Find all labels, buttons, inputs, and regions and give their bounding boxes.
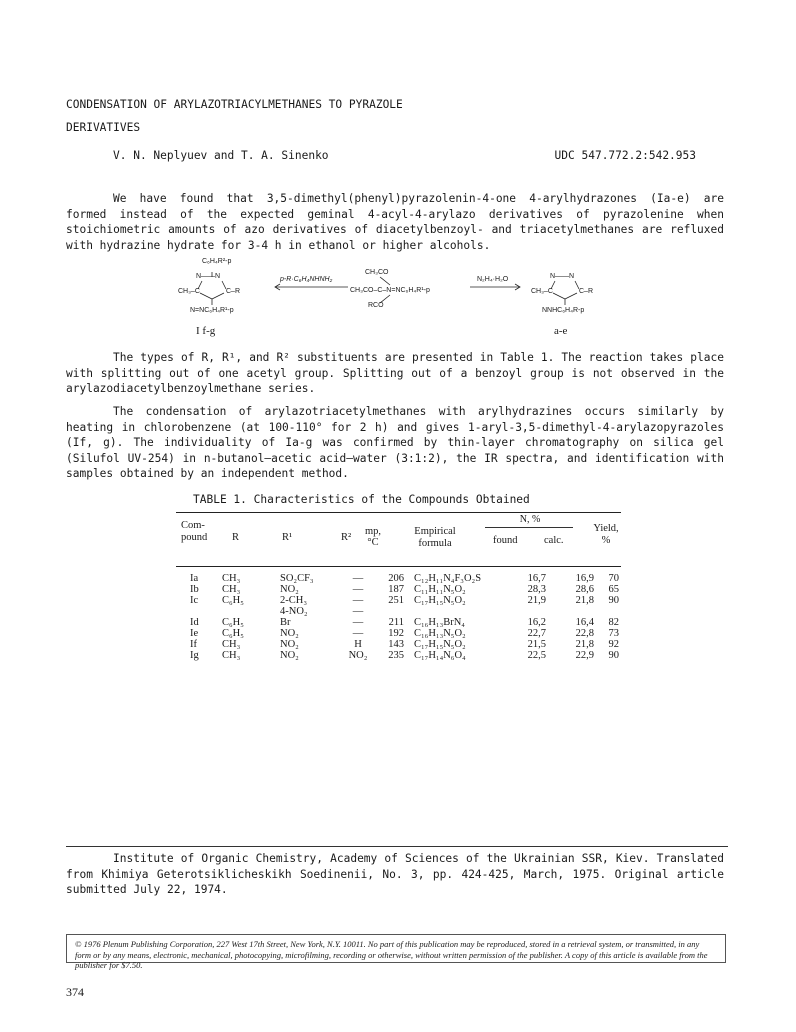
left-ring-nn: N——N (196, 273, 221, 280)
table-row (176, 650, 621, 661)
cell-compound: Ig (190, 650, 199, 661)
cell-r: C₆H₅ (222, 628, 244, 639)
cell-r1: NO₂ (280, 639, 299, 650)
table-top-rule (176, 512, 621, 513)
col-header-found: found (493, 535, 518, 546)
cell-r (220, 606, 266, 617)
page-number: 374 (66, 985, 84, 999)
cell-yield: 73 (608, 628, 619, 639)
cell-yield: 65 (608, 584, 619, 595)
cell-calc: 28,6 (575, 584, 594, 595)
authors: V. N. Neplyuev and T. A. Sinenko (113, 149, 329, 162)
cell-found: 16,2 (527, 617, 546, 628)
table-row (176, 628, 621, 639)
paragraph-2-text: The types of R, R¹, and R² substituents are presented in Table 1. The reaction takes place with splitting out of one acetyl group. Splitting out of a benzoyl group is not observed in the arylazodiacetylbenzoylmethane series. (66, 351, 724, 395)
cell-calc: 16,9 (575, 573, 594, 584)
cell-compound: Ie (190, 628, 199, 639)
scheme-lines (150, 255, 690, 345)
cell-mp: 235 (388, 650, 404, 661)
cell-mp: 206 (388, 573, 404, 584)
paragraph-3 (66, 404, 724, 482)
title-line-1: CONDENSATION OF ARYLAZOTRIACYLMETHANES TO PYRAZOLE (66, 98, 403, 111)
cell-mp: 187 (388, 584, 404, 595)
table-body (176, 573, 621, 661)
cell-yield: 90 (608, 650, 619, 661)
cell-mp (378, 606, 406, 617)
cell-calc: 21,8 (575, 595, 594, 606)
cell-mp: 143 (388, 639, 404, 650)
cell-r2: — (352, 595, 364, 606)
table-row (176, 639, 621, 650)
cell-found: 28,3 (527, 584, 546, 595)
left-azo-substituent: N=NC₆H₄R¹-p (190, 307, 234, 314)
cell-found (496, 606, 548, 617)
cell-r: CH₃ (222, 584, 241, 595)
table-row (176, 584, 621, 595)
cell-r2: — (352, 617, 364, 628)
cell-r1: NO₂ (280, 650, 299, 661)
table-header-rule (176, 566, 621, 567)
mid-acetyl-1: CH₃CO (365, 269, 389, 276)
cell-r: CH₃ (222, 639, 241, 650)
right-hydrazone-substituent: NNHC₆H₄R-p (542, 307, 585, 314)
paragraph-2 (66, 350, 724, 397)
col-header-r: R (232, 532, 240, 543)
table-caption: TABLE 1. Characteristics of the Compounds Obtained (193, 493, 530, 506)
cell-calc: 16,4 (575, 617, 594, 628)
cell-compound: Ia (190, 573, 199, 584)
title-line-2: DERIVATIVES (66, 121, 141, 134)
col-header-mp: mp, °C (364, 526, 382, 548)
mid-central: CH₃CO–C–N=NC₆H₄R¹-p (350, 287, 430, 294)
paragraph-3-text: The condensation of arylazotriacetylmethanes with arylhydrazines occurs similarly by heating in chlorobenzene (at 100-110° for 2 h) and gives 1-aryl-3,5-dimethyl-4-arylazopyrazoles (If, g). The individuality of Ia-g was confirmed by thin-layer chromatography on silica gel (Silufol UV-254) in n-butanol–acetic acid–water (3:1:2), the IR spectra, and identification with samples obtained by an independent method. (66, 405, 724, 480)
cell-compound: If (190, 639, 197, 650)
table-row (176, 595, 621, 606)
cell-yield: 92 (608, 639, 619, 650)
cell-found: 22,5 (527, 650, 546, 661)
cell-formula: C₁₇H₁₅N₅O₂ (414, 595, 466, 606)
cell-formula: C₁₇H₁₅N₅O₂ (414, 639, 466, 650)
cell-found: 21,9 (527, 595, 546, 606)
cell-compound: Id (190, 617, 199, 628)
cell-r: CH₃ (222, 650, 241, 661)
right-ring-methyl: CH₃–C (531, 288, 553, 295)
cell-compound: Ic (190, 595, 199, 606)
cell-mp: 211 (388, 617, 404, 628)
cell-yield (596, 606, 621, 617)
cell-r1: Br (280, 617, 291, 628)
compounds-table (176, 573, 621, 661)
cell-formula: C₁₂H₁₁N₄F₃O₂S (414, 573, 482, 584)
mid-acyl: RCO (368, 302, 384, 309)
cell-r2: H (354, 639, 362, 650)
article-title (66, 97, 403, 143)
cell-r2: — (352, 606, 364, 617)
cell-formula: C₁₁H₁₁N₅O₂ (414, 584, 466, 595)
cell-found: 22,7 (527, 628, 546, 639)
copyright-box (66, 934, 726, 970)
left-ring-methyl: CH₃–C (178, 288, 200, 295)
col-header-compound: Com- pound (181, 520, 208, 543)
cell-r1: NO₂ (280, 584, 299, 595)
cell-formula: C₁₆H₁₃N₅O₂ (414, 628, 466, 639)
table-row (176, 617, 621, 628)
col-header-formula: Empirical formula (414, 526, 456, 549)
cell-mp: 251 (388, 595, 404, 606)
cell-r2: — (352, 573, 364, 584)
col-header-r1: R¹ (282, 532, 293, 543)
cell-r2: NO₂ (348, 650, 368, 661)
footnote (66, 851, 724, 898)
cell-calc: 21,8 (575, 639, 594, 650)
cell-found: 21,5 (527, 639, 546, 650)
right-compound-label: a-e (554, 325, 568, 337)
cell-r2: — (352, 584, 364, 595)
copyright-text: © 1976 Plenum Publishing Corporation, 227 West 17th Street, New York, N.Y. 10011. No part of this publication may be reproduced, stored in a retrieval system, or transmitted, in any form or by any means, electronic, mechanical, photocopying, microfilming, recording or otherwise, without written permission of the publisher. A copy of this article is available from the publisher for $7.50. (75, 939, 708, 970)
cell-yield: 82 (608, 617, 619, 628)
paragraph-1 (66, 191, 724, 253)
n-pct-rule (485, 527, 573, 528)
left-ring-r: C–R (226, 288, 241, 295)
cell-r1: NO₂ (280, 628, 299, 639)
cell-formula: C₁₇H₁₄N₆O₄ (414, 650, 466, 661)
table-row (176, 573, 621, 584)
left-aryl-substituent: C₆H₄R²-p (202, 258, 232, 265)
col-header-calc: calc. (544, 535, 564, 546)
cell-r: C₆H₅ (222, 617, 244, 628)
col-header-r2: R² (341, 532, 352, 543)
cell-found: 16,7 (527, 573, 546, 584)
reaction-scheme (150, 255, 690, 345)
cell-formula: C₁₆H₁₃BrN₄ (414, 617, 465, 628)
udc-code: UDC 547.772.2:542.953 (554, 149, 696, 162)
arrow2-reagent: N₂H₄·H₂O (477, 276, 509, 283)
cell-r1: 2-CH₃ (280, 595, 307, 606)
cell-compound (176, 606, 220, 617)
right-ring-r: C–R (579, 288, 594, 295)
cell-r1: 4-NO₂ (280, 606, 308, 617)
table-row (176, 606, 621, 617)
col-header-yield: Yield, % (593, 523, 619, 546)
cell-r: C₆H₅ (222, 595, 244, 606)
cell-yield: 70 (608, 573, 619, 584)
cell-mp: 192 (388, 628, 404, 639)
arrow1-reagent: p-R·C₆H₄NHNH₂ (280, 276, 333, 283)
footnote-rule (66, 846, 728, 847)
right-ring-nn: N——N (550, 273, 575, 280)
cell-r2: — (352, 628, 364, 639)
cell-calc: 22,9 (575, 650, 594, 661)
cell-r: CH₃ (222, 573, 241, 584)
left-compound-label: I f-g (196, 325, 216, 337)
cell-calc (548, 606, 596, 617)
cell-compound: Ib (190, 584, 199, 595)
cell-formula (406, 606, 496, 617)
footnote-text: Institute of Organic Chemistry, Academy of Sciences of the Ukrainian SSR, Kiev. Translated from Khimiya Geterotsiklicheskikh Soedinenii, No. 3, pp. 424-425, March, 1975. Original article submitted July 22, 1974. (66, 852, 724, 896)
col-header-n-pct: N, % (519, 514, 541, 525)
cell-yield: 90 (608, 595, 619, 606)
cell-calc: 22,8 (575, 628, 594, 639)
cell-r1: SO₂CF₃ (280, 573, 314, 584)
paragraph-1-text: We have found that 3,5-dimethyl(phenyl)pyrazolenin-4-one 4-arylhydrazones (Ia-e) are formed instead of the expected geminal 4-acyl-4-arylazo derivatives of pyrazolenine when stoichiometric amounts of azo derivatives of diacetylbenzoyl- and triacetylmethanes are refluxed with hydrazine hydrate for 3-4 h in ethanol or higher alcohols. (66, 192, 724, 252)
